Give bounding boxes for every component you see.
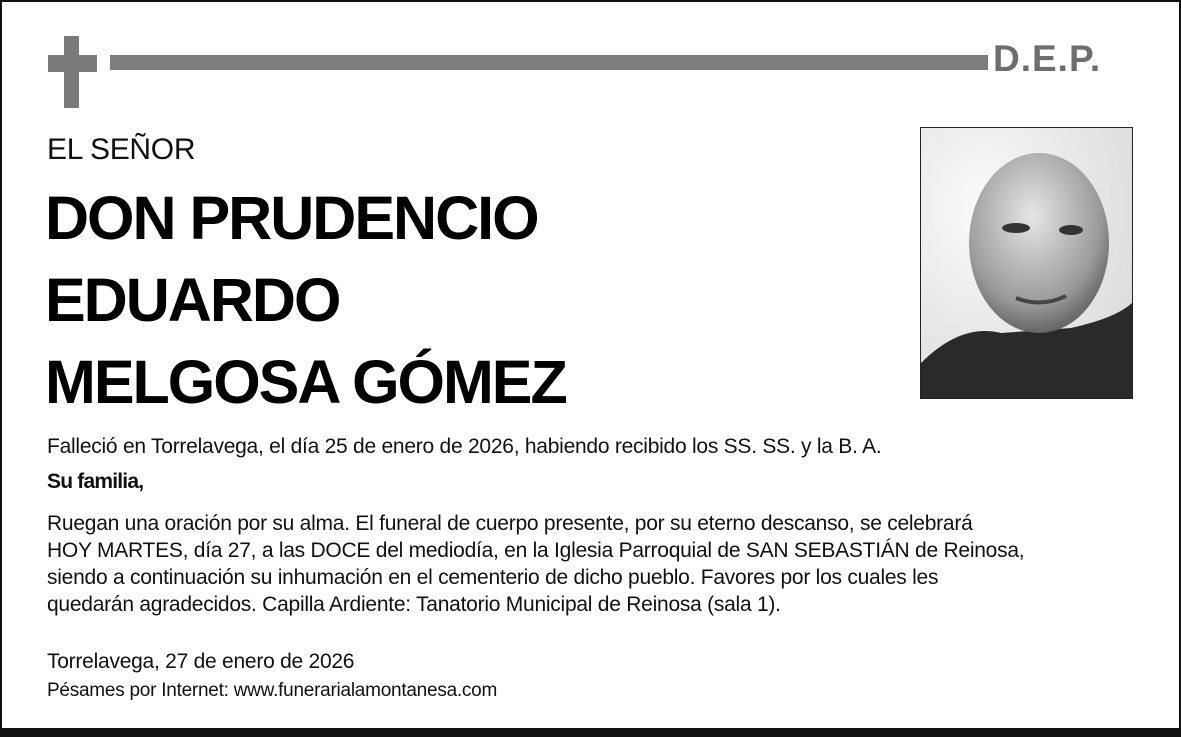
dep-label: D.E.P. xyxy=(993,38,1102,79)
death-statement: Falleció en Torrelavega, el día 25 de enero de 2026, habiendo recibido los SS. SS. y la B. A. xyxy=(47,435,882,458)
cross-icon xyxy=(64,36,79,108)
family-label: Su familia, xyxy=(47,470,144,493)
deceased-name-line-2: EDUARDO xyxy=(45,266,340,334)
place-date: Torrelavega, 27 de enero de 2026 xyxy=(47,650,355,673)
cross-icon-arm xyxy=(48,55,97,72)
body-line-1: Ruegan una oración por su alma. El funeral de cuerpo presente, por su eterno descanso, se celebrará xyxy=(47,512,973,535)
deceased-photo xyxy=(920,127,1133,399)
body-line-4: quedarán agradecidos. Capilla Ardiente: Tanatorio Municipal de Reinosa (sala 1). xyxy=(47,593,781,616)
deceased-name-line-1: DON PRUDENCIO xyxy=(45,184,538,252)
honorific: EL SEÑOR xyxy=(47,133,196,166)
condolences-link: Pésames por Internet: www.funerarialamontanesa.com xyxy=(47,680,498,701)
header-rule xyxy=(110,55,988,70)
deceased-name-line-3: MELGOSA GÓMEZ xyxy=(45,348,566,416)
body-line-2: HOY MARTES, día 27, a las DOCE del mediodía, en la Iglesia Parroquial de SAN SEBASTIÁN de Reinosa, xyxy=(47,539,1025,562)
body-line-3: siendo a continuación su inhumación en el cementerio de dicho pueblo. Favores por los cuales les xyxy=(47,566,939,589)
bottom-border xyxy=(0,728,1181,737)
